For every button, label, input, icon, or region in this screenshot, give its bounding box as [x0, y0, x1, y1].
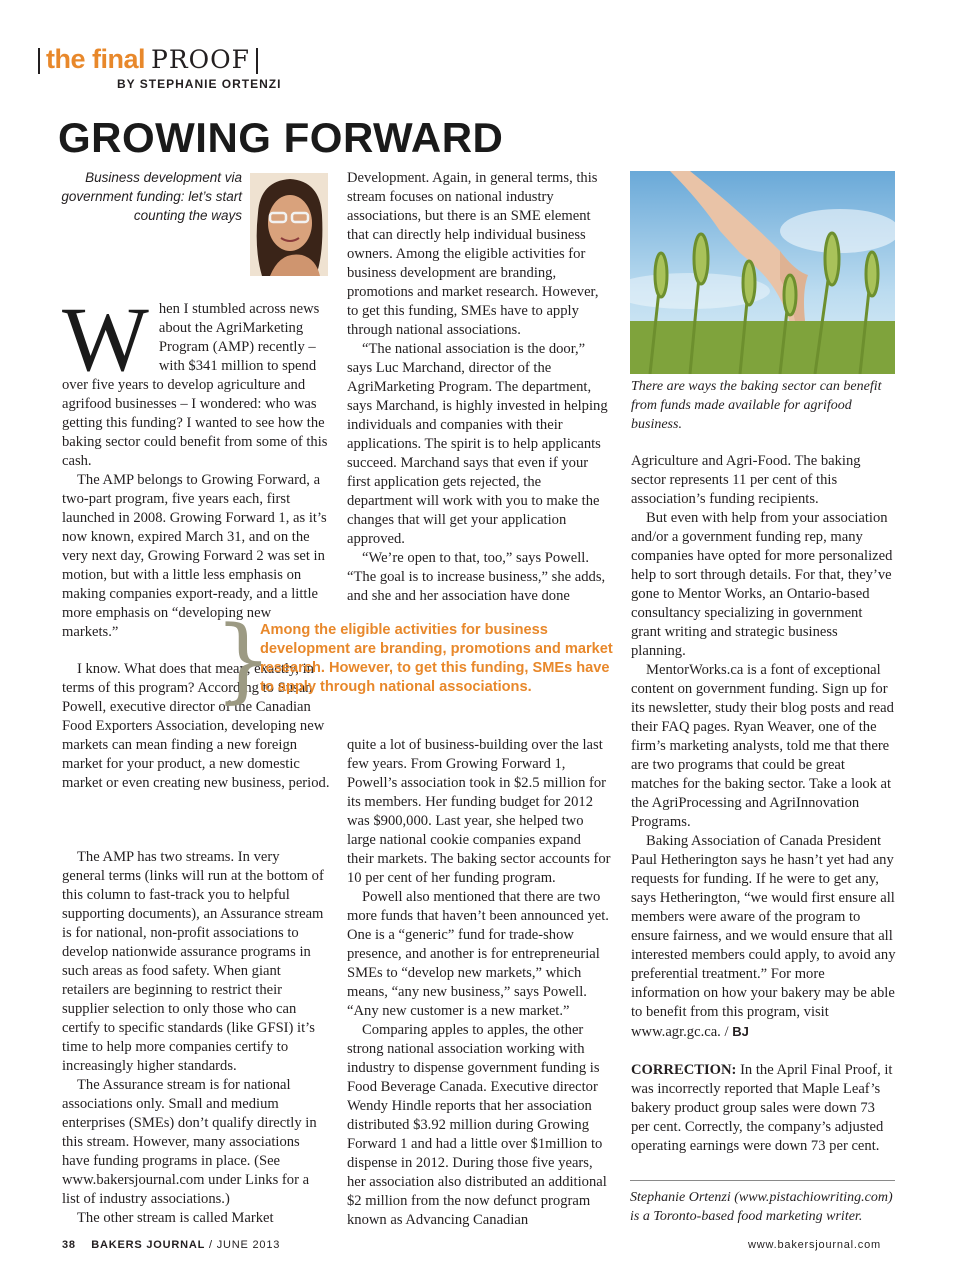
column-1 [62, 288, 330, 642]
paragraph: hen I stumbled across news about the AgriMarketing Program (AMP) recently – with $341 million to spend over five years to develop agriculture and agrifood businesses – I wondered: who was getting this funding? I wanted to see how the baking sector could benefit from some of this cash. [62, 301, 328, 469]
article-deck: Business development via government funding: let’s start counting the ways [61, 170, 242, 223]
paragraph [631, 832, 896, 1042]
paragraph: “We’re open to that, too,” says Powell. “The goal is to increase business,” she adds, and she and her association have done [347, 550, 606, 604]
paragraph: The Assurance stream is for national associations only. Small and medium enterprises (SMEs) don’t qualify directly in this stream. However, many associations have funding programs in place. (See www.bakersjournal.com under Links for a list of industry associations.) [62, 1077, 317, 1207]
wheat-field-photo [630, 171, 895, 374]
pull-quote: Among the eligible activities for business development are branding, promotions and market research. However, to get this funding, SMEs have to apply through national associations. [260, 622, 613, 695]
author-bio: Stephanie Ortenzi (www.pistachiowriting.com) is a Toronto-based food marketing writer. [630, 1190, 893, 1224]
paragraph: “The national association is the door,” says Luc Marchand, director of the AgriMarketing Program. The department, says Marchand, is highly invested in helping individuals and companies with their applications. The spirit is to help applicants succeed. Marchand says that even if your first application gets rejected, the department will work with you to make the changes that will get your application approved. [347, 341, 608, 547]
correction-text: In the April Final Proof, it was incorrectly reported that Maple Leaf’s bakery product group sales were down 73 per cent. Correctly, the company’s adjusted operating earnings were down 73 per cent. [631, 1062, 893, 1154]
byline: BY STEPHANIE ORTENZI [117, 77, 282, 91]
column-1-lower [62, 848, 324, 1228]
paragraph: Agriculture and Agri-Food. The baking sector represents 11 per cent of this association’s funding recipients. [631, 453, 861, 507]
pullquote-brace: } [214, 606, 273, 713]
column-2-lower [347, 736, 611, 1230]
divider [630, 1180, 895, 1181]
paragraph: The AMP has two streams. In very general terms (links will run at the bottom of this column to fast-track you to helpful supporting documents), an Assurance stream is for national, non-profit associations to develop nationwide assurance programs in such areas as food safety. When giant retailers are beginning to restrict their supplier selection to only those who can certify to specific standards (like GFSI) it’s time to help more companies certify to increasingly higher standards. [62, 849, 324, 1074]
correction-note [631, 1061, 896, 1156]
column-2-upper [347, 169, 609, 606]
article-headline: GROWING FORWARD [58, 114, 504, 161]
rubric-the-final: the final [46, 44, 146, 74]
drop-cap: W [62, 288, 149, 390]
paragraph: But even with help from your association and/or a government funding rep, many companies have opted for more personalized help to sort through details. For that, they’ve gone to Mentor Works, an Ontario-based consultancy specializing in government grant writing and strategic business planning. [631, 510, 893, 659]
issue-date: / JUNE 2013 [209, 1239, 281, 1251]
rubric-right-bar [256, 48, 258, 74]
footer-url: www.bakersjournal.com [748, 1239, 881, 1251]
paragraph: Comparing apples to apples, the other strong national association working with industry to dispense government funding is Food Beverage Canada. Executive director Wendy Hindle reports that her association distributed $3.92 million during Growing Forward 1 and had a little over $1million to dispense in 2012. During those five years, her association also distributed an additional $2 million from the now defunct program known as Advancing Canadian [347, 1022, 607, 1228]
paragraph: Development. Again, in general terms, this stream focuses on national industry associations, but there is an SME element that can directly help individual business owners. Among the eligible activities for business development are branding, promotions and market research. However, to get this funding, SMEs have to apply through national associations. [347, 170, 599, 338]
sign-off: BJ [732, 1024, 749, 1039]
paragraph: MentorWorks.ca is a font of exceptional content on government funding. Sign up for its newsletter, study their blog posts and read their FAQ pages. Ryan Weaver, one of the firm’s marketing analysts, told me that there are two programs that could be great matches for the baking sector. Take a look at the AgriProcessing and AgriInnovation Programs. [631, 662, 894, 830]
paragraph: quite a lot of business-building over the last few years. From Growing Forward 1, Powell’s association took in $2.5 million for its members. Her funding budget for 2012 was $900,000. Last year, she helped two large national cookie companies expand their markets. The baking sector accounts for 10 per cent of her funding program. [347, 737, 611, 886]
closing-paragraph-text: Baking Association of Canada President Paul Hetherington says he hasn’t yet had any requests for funding. If he were to get any, says Hetherington, “we would first ensure all members were aware of the program to ensure fairness, and we would ensure that all interested members could apply, to avoid any preferential treatment.” For more information on how your bakery may be able to benefit from this program, visit www.agr.gc.ca. / [631, 833, 896, 1040]
photo-caption: There are ways the baking sector can benefit from funds made available for agrifood business. [631, 379, 882, 432]
page-footer-left [62, 1239, 280, 1251]
paragraph: The other stream is called Market [77, 1210, 274, 1226]
section-rubric [38, 44, 258, 78]
publication-name: BAKERS JOURNAL [91, 1239, 206, 1251]
paragraph: I know. What does that mean, exactly, in terms of this program? According to Susan Powell, executive director of the Canadian Food Exporters Association, developing new markets can mean finding a new foreign market for your product, a new domestic market or even creating new business, period. [62, 661, 330, 791]
page-number: 38 [62, 1239, 76, 1251]
paragraph: The AMP belongs to Growing Forward, a two-part program, five years each, first launched in 2008. Growing Forward 1, as it’s now known, expired March 31, and on the very next day, Growing Forward 2 was set in motion, but with a little less emphasis on making companies export-ready, and a little more emphasis on “developing new markets.” [62, 472, 327, 640]
correction-label: CORRECTION: [631, 1062, 737, 1078]
author-portrait [250, 173, 328, 276]
rubric-left-bar [38, 48, 40, 74]
rubric-proof: PROOF [151, 45, 250, 74]
column-3 [631, 452, 896, 1156]
paragraph: Powell also mentioned that there are two more funds that haven’t been announced yet. One is a “generic” fund for trade-show presence, and another is for entrepreneurial SMEs to “develop new markets,” which means, “any new business,” says Powell. “Any new customer is a new market.” [347, 889, 609, 1019]
column-1-narrow [62, 660, 330, 793]
